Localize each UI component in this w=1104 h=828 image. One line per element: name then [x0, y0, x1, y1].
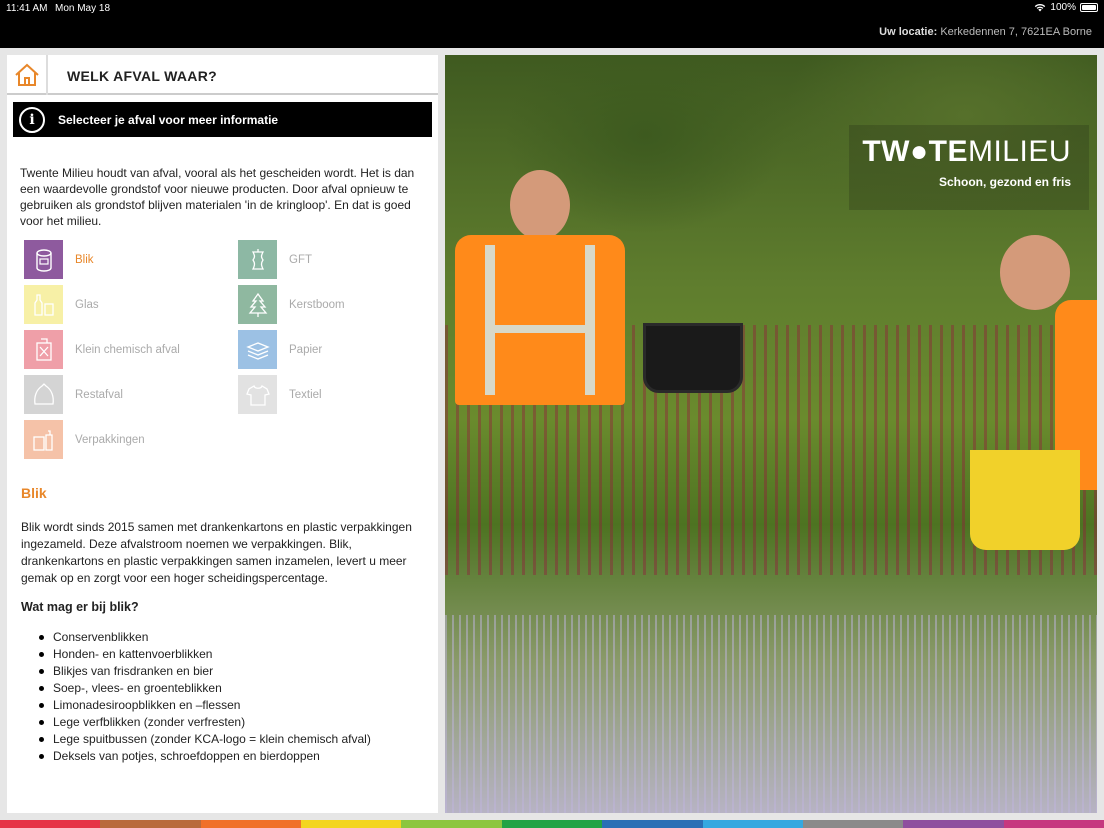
- status-right: [1034, 2, 1098, 13]
- color-stripe-segment: [1004, 820, 1104, 828]
- packaging-icon: [24, 420, 63, 459]
- list-item: Blikjes van frisdranken en bier: [37, 663, 432, 680]
- category-label: Kerstboom: [289, 298, 345, 311]
- location-label: Uw locatie:: [879, 26, 938, 38]
- worker-left: [445, 165, 675, 405]
- category-label: Blik: [75, 253, 94, 266]
- color-stripe-segment: [401, 820, 501, 828]
- chemical-icon: [24, 330, 63, 369]
- home-icon: [14, 63, 40, 87]
- category-label: Verpakkingen: [75, 433, 145, 446]
- info-text: Selecteer je afval voor meer informatie: [58, 112, 279, 127]
- hero-photo: [445, 55, 1097, 813]
- list-item: Soep-, vlees- en groenteblikken: [37, 680, 432, 697]
- location-info: [879, 26, 1092, 38]
- status-bar: [0, 0, 1104, 48]
- category-label: GFT: [289, 253, 312, 266]
- category-label: Papier: [289, 343, 323, 356]
- category-blik[interactable]: [24, 240, 94, 279]
- color-stripe-segment: [301, 820, 401, 828]
- tree-icon: [238, 285, 277, 324]
- category-label: Restafval: [75, 388, 123, 401]
- category-textiel[interactable]: [238, 375, 322, 414]
- category-verpakkingen[interactable]: [24, 420, 145, 459]
- category-glas[interactable]: [24, 285, 99, 324]
- panel-header: [7, 55, 438, 95]
- wifi-icon: [1034, 3, 1046, 12]
- location-value: Kerkedennen 7, 7621EA Borne: [940, 26, 1092, 38]
- detail-list: [37, 629, 432, 765]
- color-stripe-segment: [602, 820, 702, 828]
- status-time: 11:41 AM: [6, 3, 48, 14]
- info-panel: [7, 55, 438, 813]
- color-stripe-segment: [703, 820, 803, 828]
- color-stripe-segment: [903, 820, 1003, 828]
- lavender-field: [445, 615, 1097, 813]
- can-icon: [24, 240, 63, 279]
- info-bar: [13, 102, 432, 137]
- list-item: Conservenblikken: [37, 629, 432, 646]
- paper-icon: [238, 330, 277, 369]
- intro-text: Twente Milieu houdt van afval, vooral als het gescheiden wordt. Het is dan een waardevolle grondstof voor nieuwe producten. Door afval opnieuw te gebruiken als grondstof blijven materialen 'in de kringloop'. En dat is goed voor het milieu.: [20, 166, 415, 228]
- category-klein-chemisch[interactable]: [24, 330, 180, 369]
- brand-tagline: Schoon, gezond en fris: [938, 175, 1071, 189]
- home-button[interactable]: [7, 55, 48, 95]
- list-item: Lege spuitbussen (zonder KCA-logo = klein chemisch afval): [37, 731, 432, 748]
- bag-icon: [24, 375, 63, 414]
- brand-overlay: [849, 125, 1089, 210]
- page-title: WELK AFVAL WAAR?: [67, 68, 217, 84]
- category-gft[interactable]: [238, 240, 312, 279]
- category-label: Klein chemisch afval: [75, 343, 180, 356]
- list-item: Limonadesiroopblikken en –flessen: [37, 697, 432, 714]
- status-date: Mon May 18: [55, 3, 111, 14]
- battery-percent: 100%: [1050, 2, 1076, 13]
- detail-body: Blik wordt sinds 2015 samen met drankenkartons en plastic verpakkingen ingezameld. Deze afvalstroom noemen we verpakkingen. Blik, drankenkartons en plastic verpakkingen samen inzamelen, levert u meer gemak op en zorgt voor een hoger scheidingspercentage.: [21, 520, 412, 585]
- list-item: Deksels van potjes, schroefdoppen en bierdoppen: [37, 748, 432, 765]
- battery-icon: [1080, 3, 1098, 12]
- color-stripe: [0, 820, 1104, 828]
- shirt-icon: [238, 375, 277, 414]
- color-stripe-segment: [0, 820, 100, 828]
- color-stripe-segment: [502, 820, 602, 828]
- list-item: Lege verfblikken (zonder verfresten): [37, 714, 432, 731]
- category-papier[interactable]: [238, 330, 322, 369]
- bucket-black: [643, 323, 743, 393]
- info-icon: i: [19, 107, 45, 133]
- twente-milieu-logo: TW●TEMILIEU: [862, 135, 1071, 168]
- apple-core-icon: [238, 240, 277, 279]
- color-stripe-segment: [100, 820, 200, 828]
- category-kerstboom[interactable]: [238, 285, 345, 324]
- detail-subtitle: Wat mag er bij blik?: [21, 600, 139, 614]
- category-restafval[interactable]: [24, 375, 123, 414]
- color-stripe-segment: [201, 820, 301, 828]
- detail-title: Blik: [21, 485, 47, 501]
- category-label: Glas: [75, 298, 99, 311]
- bottle-icon: [24, 285, 63, 324]
- list-item: Honden- en kattenvoerblikken: [37, 646, 432, 663]
- category-label: Textiel: [289, 388, 322, 401]
- color-stripe-segment: [803, 820, 903, 828]
- bucket-yellow: [970, 450, 1080, 550]
